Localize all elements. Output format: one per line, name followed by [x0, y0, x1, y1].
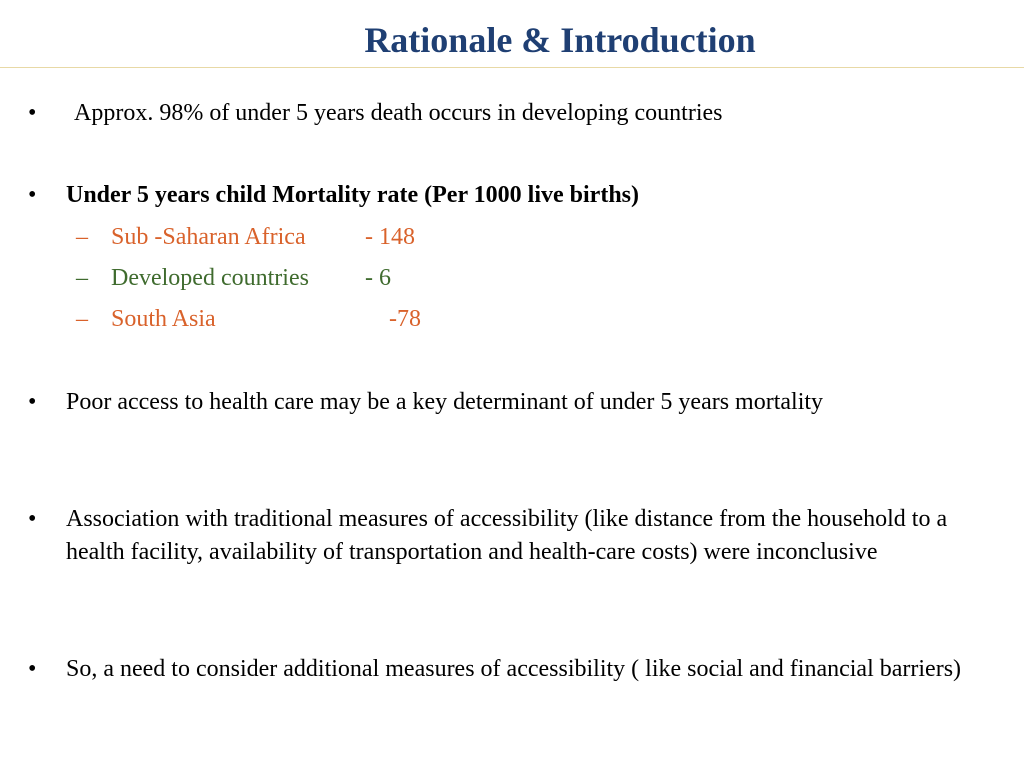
bullet-text: Under 5 years child Mortality rate (Per 1000 live births) — [66, 182, 639, 208]
bullet-text: Association with traditional measures of accessibility (like distance from the household to a health facility, availability of transportation and health-care costs) were inconclusive — [66, 506, 948, 565]
slide-title: Rationale & Introduction — [364, 20, 756, 60]
bullet-text: So, a need to consider additional measures of accessibility ( like social and financial barriers) — [66, 656, 962, 682]
sub-marker: – — [76, 306, 88, 332]
bullet-marker: • — [28, 506, 37, 532]
sub-item-label: Sub -Saharan Africa — [111, 224, 306, 250]
sub-marker: – — [76, 265, 88, 291]
bullet-marker: • — [28, 182, 37, 208]
bullet-marker: • — [28, 100, 37, 126]
bullet-marker: • — [28, 389, 37, 415]
sub-item-label: South Asia — [111, 306, 216, 332]
sub-item-value: - 148 — [365, 224, 415, 250]
bullet-text: Approx. 98% of under 5 years death occurs in developing countries — [74, 100, 723, 126]
sub-item-value: - 6 — [365, 265, 391, 291]
sub-marker: – — [76, 224, 88, 250]
sub-item-label: Developed countries — [111, 265, 309, 291]
sub-item-value: -78 — [389, 306, 421, 332]
bullet-marker: • — [28, 656, 37, 682]
bullet-text: Poor access to health care may be a key determinant of under 5 years mortality — [66, 389, 824, 415]
